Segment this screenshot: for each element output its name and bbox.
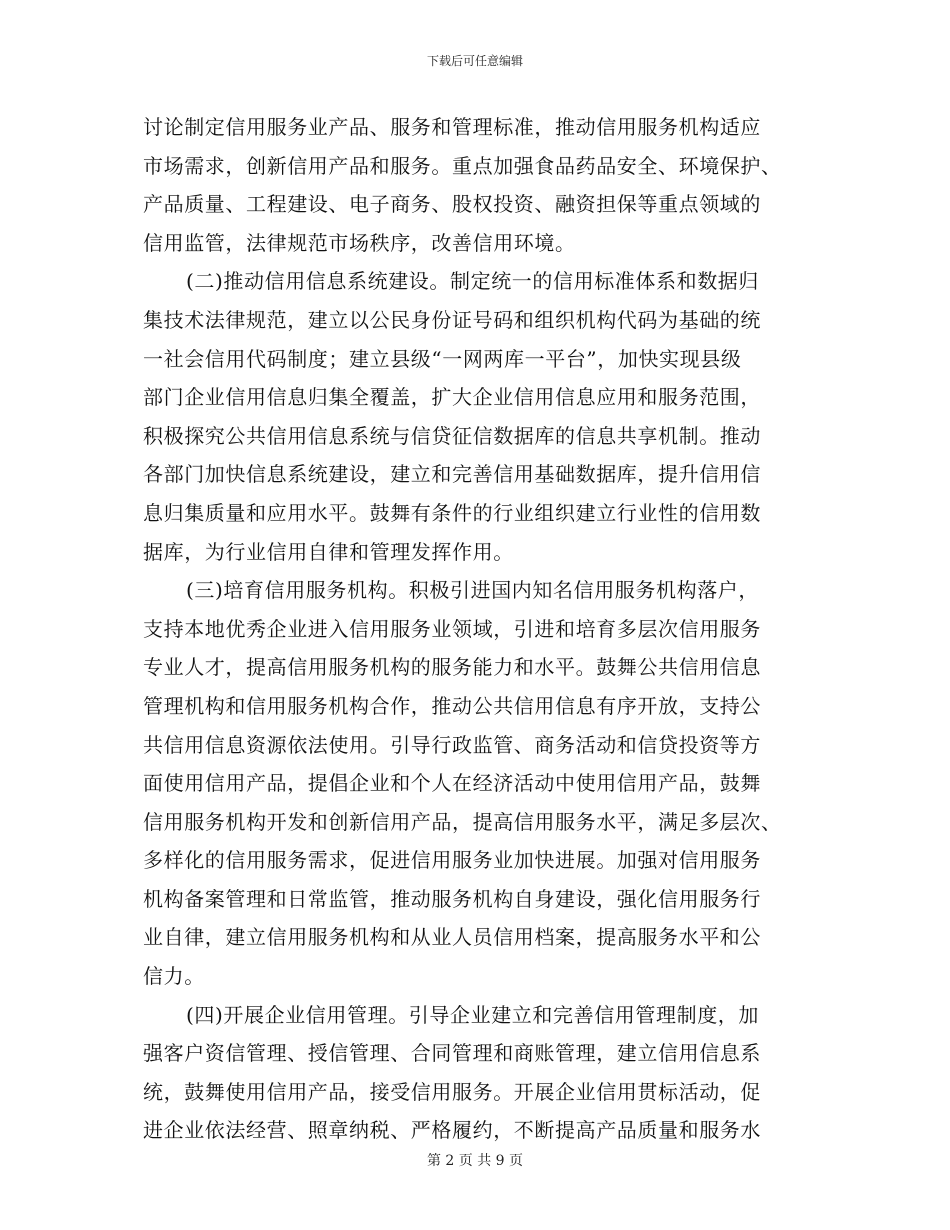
text-line: 集技术法律规范，建立以公民身份证号码和组织机构代码为基础的统 bbox=[143, 307, 761, 332]
text-line: 信用服务机构开发和创新信用产品，提高信用服务水平，满足多层次、 bbox=[143, 809, 782, 834]
text-line: 信用监管，法律规范市场秩序，改善信用环境。 bbox=[143, 230, 576, 255]
text-line: 进企业依法经营、照章纳税、严格履约，不断提高产品质量和服务水 bbox=[143, 1118, 761, 1143]
text-line: 强客户资信管理、授信管理、合同管理和商账管理，建立信用信息系 bbox=[143, 1041, 761, 1066]
text-line: 专业人才，提高信用服务机构的服务能力和水平。鼓舞公共信用信息 bbox=[143, 655, 761, 680]
text-line: 积极探究公共信用信息系统与信贷征信数据库的信息共享机制。推动 bbox=[143, 423, 761, 448]
paragraph-first-line: (三)培育信用服务机构。积极引进国内知名信用服务机构落户， bbox=[186, 578, 760, 603]
text-line: 业自律，建立信用服务机构和从业人员信用档案，提高服务水平和公 bbox=[143, 925, 761, 950]
text-line: 一社会信用代码制度；建立县级“一网两库一平台”，加快实现县级 bbox=[143, 346, 742, 371]
paragraph-first-line: (二)推动信用信息系统建设。制定统一的信用标准体系和数据归 bbox=[186, 269, 760, 294]
text-line: 信力。 bbox=[143, 964, 205, 989]
text-line: 支持本地优秀企业进入信用服务业领域，引进和培育多层次信用服务 bbox=[143, 616, 761, 641]
text-line: 各部门加快信息系统建设，建立和完善信用基础数据库，提升信用信 bbox=[143, 462, 761, 487]
text-line: 管理机构和信用服务机构合作，推动公共信用信息有序开放，支持公 bbox=[143, 693, 761, 718]
text-line: 息归集质量和应用水平。鼓舞有条件的行业组织建立行业性的信用数 bbox=[143, 500, 761, 525]
text-line: 产品质量、工程建设、电子商务、股权投资、融资担保等重点领域的 bbox=[143, 192, 761, 217]
text-line: 面使用信用产品，提倡企业和个人在经济活动中使用信用产品，鼓舞 bbox=[143, 771, 761, 796]
text-line: 讨论制定信用服务业产品、服务和管理标准，推动信用服务机构适应 bbox=[143, 115, 761, 139]
text-line: 统，鼓舞使用信用产品，接受信用服务。开展企业信用贯标活动，促 bbox=[143, 1079, 761, 1104]
text-line: 据库，为行业信用自律和管理发挥作用。 bbox=[143, 539, 514, 564]
text-line: 市场需求，创新信用产品和服务。重点加强食品药品安全、环境保护、 bbox=[143, 153, 782, 178]
paragraph-first-line: (四)开展企业信用管理。引导企业建立和完善信用管理制度，加 bbox=[186, 1002, 760, 1027]
text-line: 机构备案管理和日常监管，推动服务机构自身建设，强化信用服务行 bbox=[143, 886, 761, 911]
text-line: 共信用信息资源依法使用。引导行政监管、商务活动和信贷投资等方 bbox=[143, 732, 761, 757]
page-header: 下载后可任意编辑 bbox=[426, 54, 523, 68]
text-line: 部门企业信用信息归集全覆盖，扩大企业信用信息应用和服务范围， bbox=[143, 385, 761, 410]
document-body bbox=[143, 108, 803, 1150]
page-number: 第 2 页 共 9 页 bbox=[426, 1153, 524, 1169]
text-line: 多样化的信用服务需求，促进信用服务业加快进展。加强对信用服务 bbox=[143, 848, 761, 873]
